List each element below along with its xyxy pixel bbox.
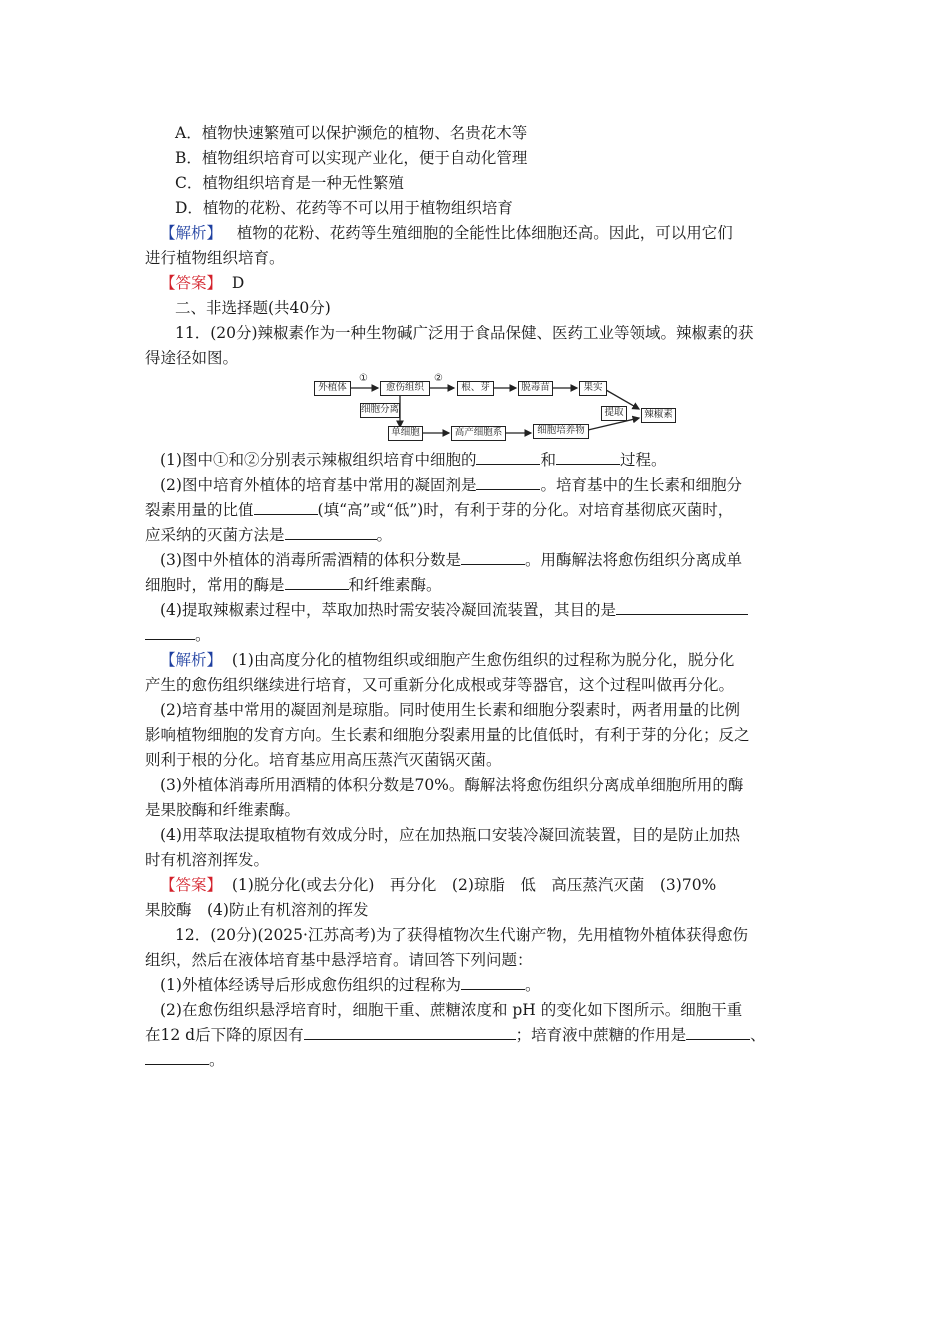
q11-p3-text-c: 细胞时，常用的酶是 xyxy=(145,576,285,594)
answer-blank[interactable] xyxy=(254,500,318,515)
q11-part-1 xyxy=(160,450,667,470)
high-yield-cell-line-box: 高产细胞系 xyxy=(451,426,506,441)
extract-box: 提取 xyxy=(601,406,627,421)
answer-blank[interactable] xyxy=(145,625,195,640)
answer-blank[interactable] xyxy=(145,1050,209,1065)
q10-analysis-line-2: 进行植物组织培育。 xyxy=(145,249,285,267)
q12-part-2-line-2 xyxy=(145,1025,766,1045)
q11-p2-text-d: (填“高”或“低”)时，有利于芽的分化。对培育基彻底灭菌时， xyxy=(317,501,734,519)
answer-blank[interactable] xyxy=(285,525,377,540)
q10-analysis-text: 植物的花粉、花药等生殖细胞的全能性比体细胞还高。因此，可以用它们 xyxy=(236,224,733,242)
q11-p4-text-a: (4)提取辣椒素过程中，萃取加热时需安装冷凝回流装置，其目的是 xyxy=(160,601,616,619)
q12-p2-text-e: 。 xyxy=(209,1051,225,1069)
analysis-tag: 【解析】 xyxy=(160,651,223,669)
roots-buds-box: 根、芽 xyxy=(457,381,494,396)
answer-blank[interactable] xyxy=(285,575,349,590)
q10-answer: D xyxy=(231,274,245,292)
answer-tag: 【答案】 xyxy=(160,274,223,292)
q11-analysis-1: (1)由高度分化的植物组织或细胞产生愈伤组织的过程称为脱分化，脱分化 xyxy=(231,651,735,669)
q11-p2-text-f: 。 xyxy=(376,526,393,544)
q12-p2-text-c: ；培育液中蔗糖的作用是 xyxy=(515,1026,687,1044)
option-b: B．植物组织培育可以实现产业化，便于自动化管理 xyxy=(175,149,528,167)
q11-answer-1: (1)脱分化(或去分化) 再分化 (2)琼脂 低 高压蒸汽灭菌 (3)70% xyxy=(231,876,717,894)
circle-2-label: ② xyxy=(434,373,443,384)
q11-analysis-4: (4)用萃取法提取植物有效成分时，应在加热瓶口安装冷凝回流装置，目的是防止加热 xyxy=(160,826,740,844)
q11-p1-text-a: (1)图中①和②分别表示辣椒组织培育中细胞的 xyxy=(160,451,477,469)
q12-part-2: (2)在愈伤组织悬浮培育时，细胞干重、蔗糖浓度和 pH 的变化如下图所示。细胞干重 xyxy=(160,1001,743,1019)
q11-part-2-line-2 xyxy=(145,500,733,520)
seedling-box: 脱毒苗 xyxy=(518,381,553,396)
q11-p1-text-b: 和 xyxy=(540,451,556,469)
fruit-box: 果实 xyxy=(579,381,607,396)
cell-separation-box: 细胞分离 xyxy=(360,403,400,418)
q12-p1-text-a: (1)外植体经诱导后形成愈伤组织的过程称为 xyxy=(160,976,461,994)
q11-analysis-3: (3)外植体消毒所用酒精的体积分数是70%。酶解法将愈伤组织分离成单细胞所用的酶 xyxy=(160,776,744,794)
q11-part-2 xyxy=(160,475,742,495)
q11-p3-text-d: 和纤维素酶。 xyxy=(348,576,442,594)
q12-stem: 12．(20分)(2025·江苏高考)为了获得植物次生代谢产物，先用植物外植体获得愈伤 xyxy=(175,926,749,944)
analysis-tag: 【解析】 xyxy=(160,224,223,242)
circle-1-label: ① xyxy=(359,373,368,384)
q11-p2-text-e: 应采纳的灭菌方法是 xyxy=(145,526,285,544)
q11-analysis-line xyxy=(160,650,734,670)
cell-culture-box: 细胞培养物 xyxy=(533,424,589,439)
q12-stem-2: 组织，然后在液体培育基中悬浮培育。请回答下列问题： xyxy=(145,951,533,969)
q12-part-2-line-3 xyxy=(145,1050,225,1070)
q12-p1-text-b: 。 xyxy=(524,976,541,994)
answer-blank[interactable] xyxy=(686,1025,750,1040)
answer-blank[interactable] xyxy=(461,975,525,990)
q11-p3-text-a: (3)图中外植体的消毒所需酒精的体积分数是 xyxy=(160,551,461,569)
q11-analysis-1b: 产生的愈伤组织继续进行培育，又可重新分化成根或芽等器官，这个过程叫做再分化。 xyxy=(145,676,735,694)
q11-answer-line xyxy=(160,875,716,895)
q11-analysis-4b: 时有机溶剂挥发。 xyxy=(145,851,270,869)
answer-blank[interactable] xyxy=(304,1025,516,1040)
q11-p2-text-a: (2)图中培育外植体的培育基中常用的凝固剂是 xyxy=(160,476,477,494)
q11-part-3-line-2 xyxy=(145,575,442,595)
q10-analysis-line xyxy=(160,223,733,243)
answer-tag: 【答案】 xyxy=(160,876,223,894)
q11-part-3 xyxy=(160,550,742,570)
q11-analysis-2b: 影响植物细胞的发育方向。生长素和细胞分裂素用量的比值低时，有利于芽的分化；反之 xyxy=(145,726,750,744)
q11-part-2-line-3 xyxy=(145,525,392,545)
q12-p2-text-b: 在12 d后下降的原因有 xyxy=(145,1026,304,1044)
q11-part-4-line-2 xyxy=(145,625,211,645)
q10-answer-line xyxy=(160,273,244,293)
q12-p2-text-d: 、 xyxy=(750,1026,766,1044)
q11-part-4 xyxy=(160,600,748,620)
q11-analysis-3b: 是果胶酶和纤维素酶。 xyxy=(145,801,301,819)
answer-blank[interactable] xyxy=(616,600,748,615)
q11-stem: 11．(20分)辣椒素作为一种生物碱广泛用于食品保健、医药工业等领域。辣椒素的获 xyxy=(175,324,754,342)
answer-blank[interactable] xyxy=(556,450,620,465)
explant-box: 外植体 xyxy=(314,381,351,396)
answer-blank[interactable] xyxy=(476,475,540,490)
callus-box: 愈伤组织 xyxy=(380,381,430,396)
q11-p2-text-b: 。培育基中的生长素和细胞分 xyxy=(540,476,742,494)
q11-p2-text-c: 裂素用量的比值 xyxy=(145,501,254,519)
q11-answer-2: 果胶酶 (4)防止有机溶剂的挥发 xyxy=(145,901,369,919)
section-heading: 二、非选择题(共40分) xyxy=(175,299,331,317)
answer-blank[interactable] xyxy=(476,450,540,465)
q11-stem-2: 得途径如图。 xyxy=(145,349,239,367)
answer-blank[interactable] xyxy=(461,550,525,565)
option-d: D．植物的花粉、花药等不可以用于植物组织培育 xyxy=(175,199,513,217)
q12-part-1 xyxy=(160,975,540,995)
option-c: C．植物组织培育是一种无性繁殖 xyxy=(175,174,404,192)
q11-analysis-2c: 则利于根的分化。培育基应用高压蒸汽灭菌锅灭菌。 xyxy=(145,751,502,769)
capsaicin-box: 辣椒素 xyxy=(641,408,676,423)
option-a: A．植物快速繁殖可以保护濒危的植物、名贵花木等 xyxy=(175,124,528,142)
q11-p1-text-c: 过程。 xyxy=(619,451,667,469)
q11-analysis-2: (2)培育基中常用的凝固剂是琼脂。同时使用生长素和细胞分裂素时，两者用量的比例 xyxy=(160,701,740,719)
q11-p4-text-b: 。 xyxy=(195,626,211,644)
capsaicin-flow-diagram xyxy=(312,372,682,444)
single-cell-box: 单细胞 xyxy=(388,426,423,441)
q11-p3-text-b: 。用酶解法将愈伤组织分离成单 xyxy=(524,551,742,569)
